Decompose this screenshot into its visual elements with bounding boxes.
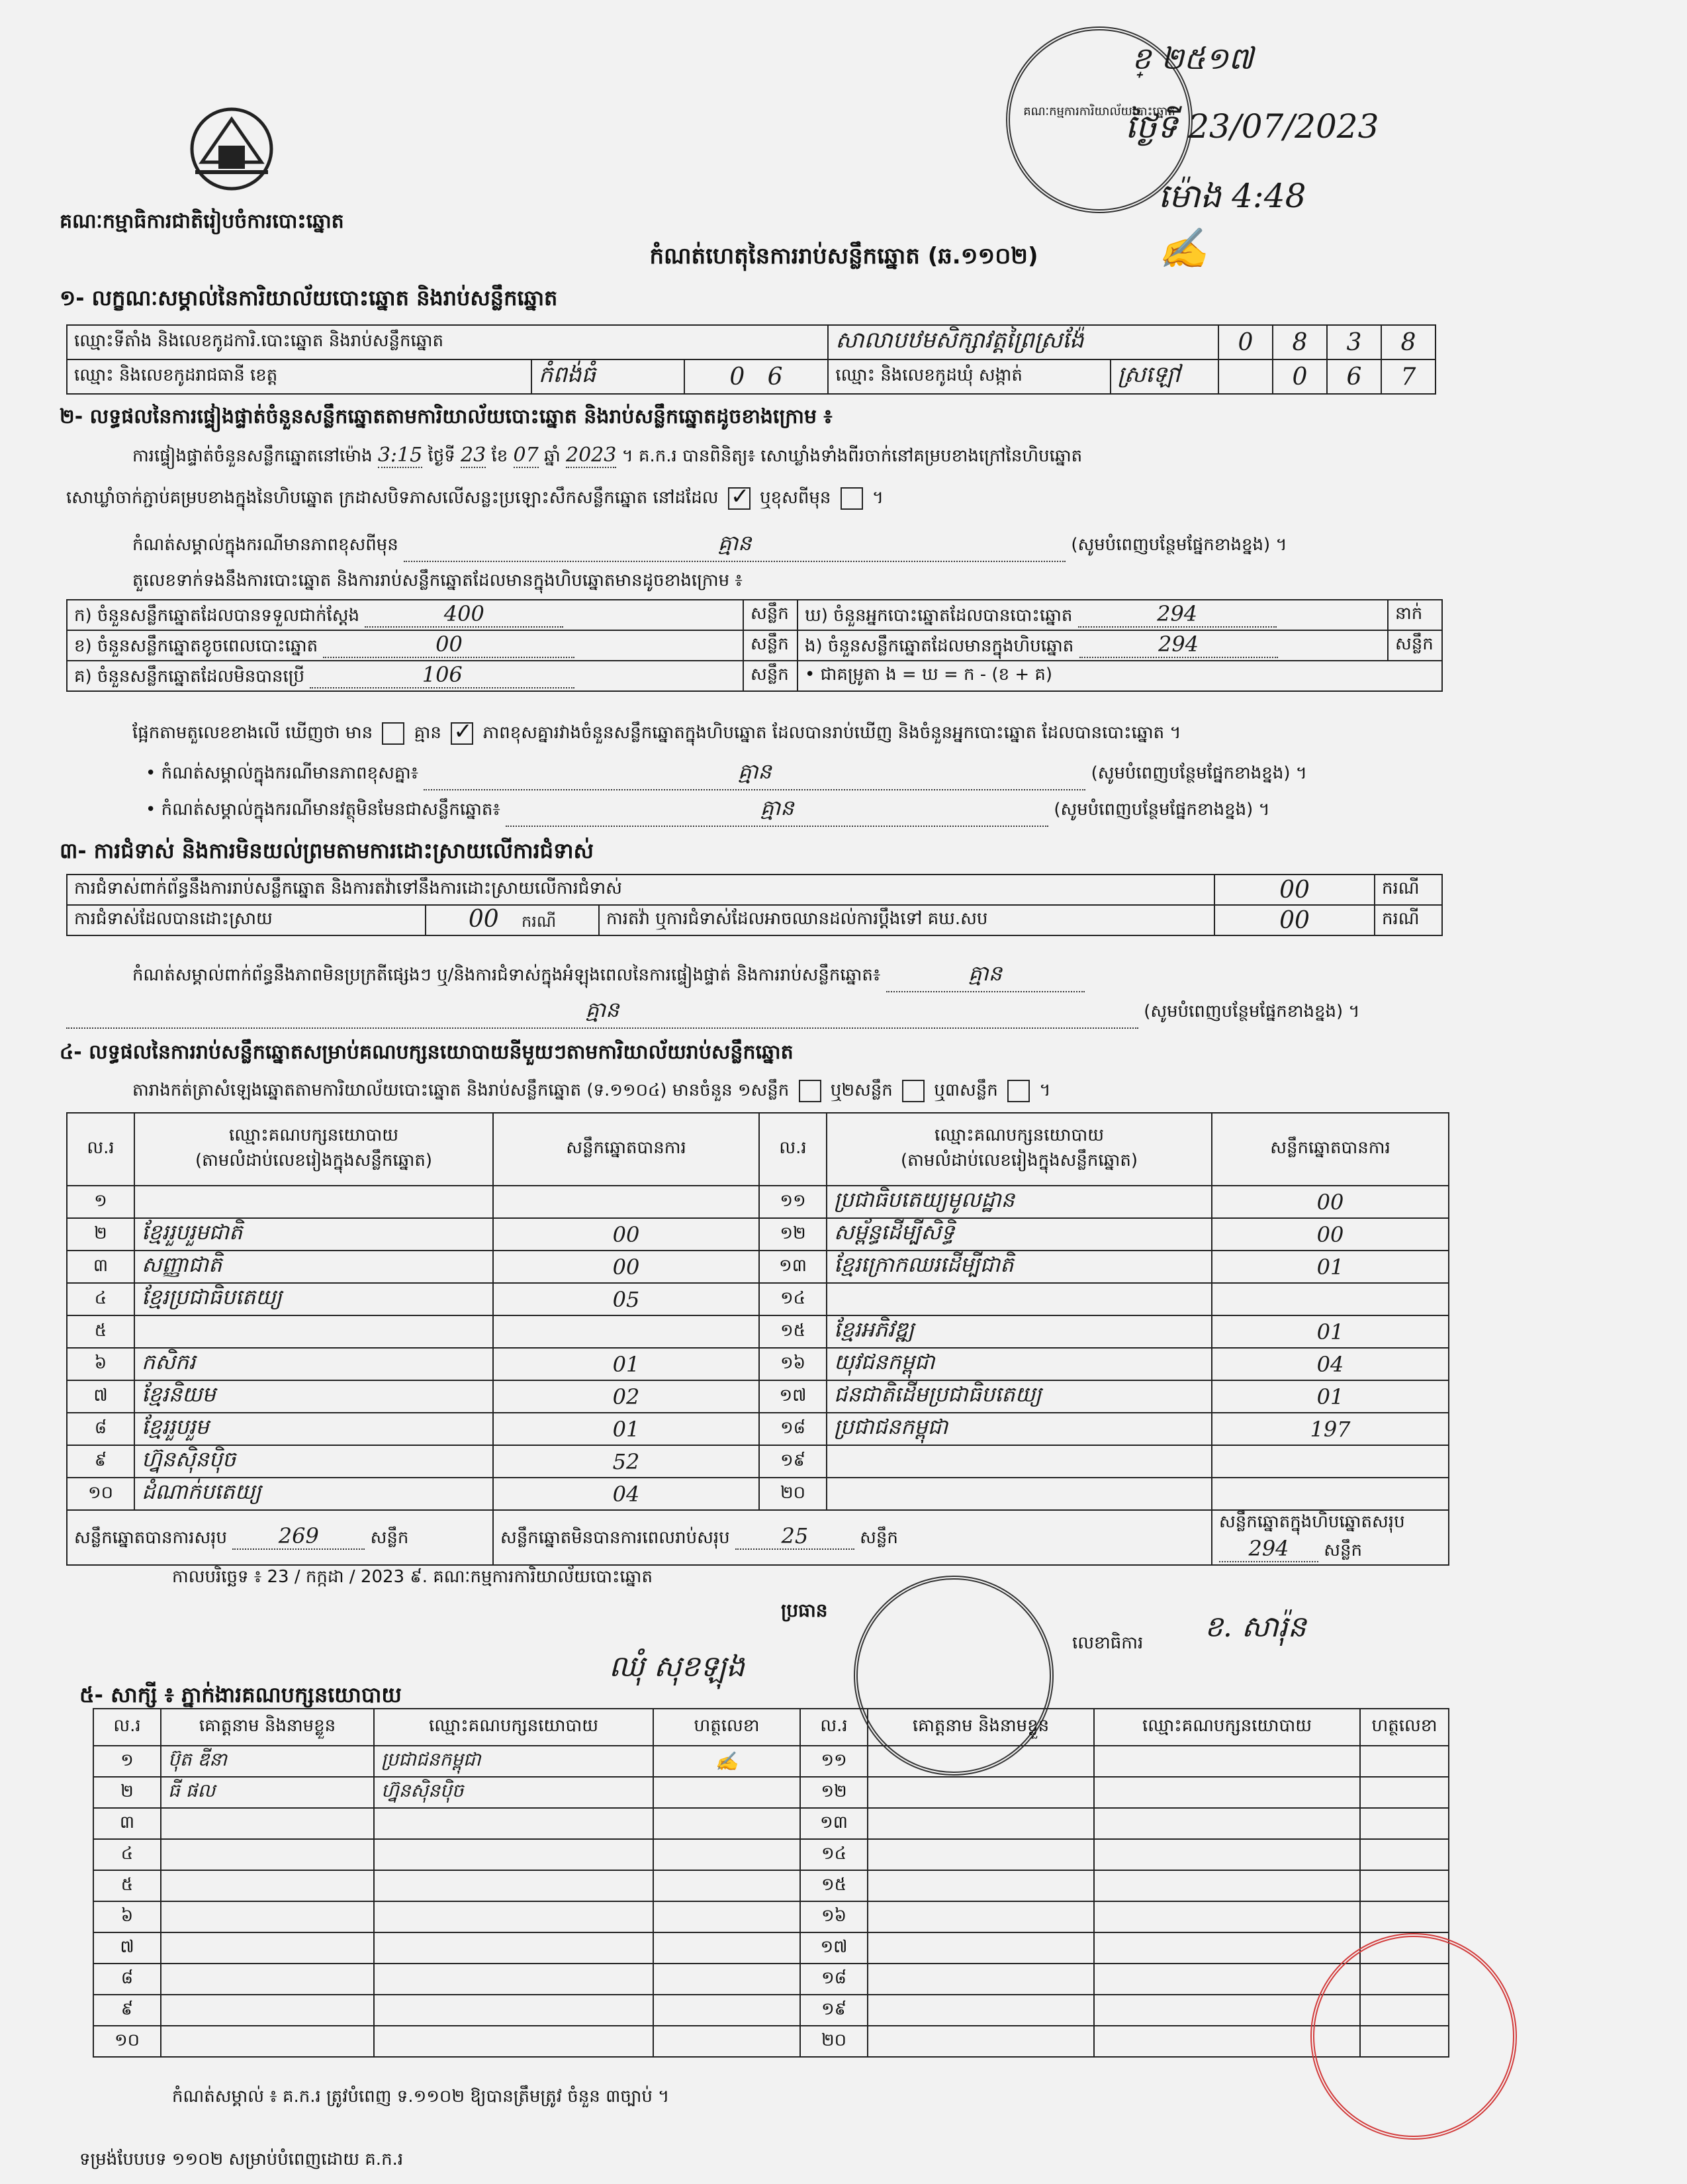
red-seal: [1310, 1933, 1517, 2140]
ballot-count-table: ក) ចំនួនសន្លឹកឆ្នោតដែលបានទទួលជាក់ស្តែង 400 សន្លឹក ឃ) ចំនួនអ្នកបោះឆ្នោតដែលបានបោះឆ្នោត 294 នាក់ ខ) ចំនួនសន្លឹកឆ្នោតខូចពេលបោះឆ្នោត 00 សន្លឹក ង) ចំនួនសន្លឹកឆ្នោតដែលមានក្នុងហិបឆ្នោត 294 សន្លឹក គ) ចំនួនសន្លឹកឆ្នោតដែលមិនបានប្រើ 106 សន្លឹក • ជាគម្រូតា ង = ឃ = ក - (ខ + គ): [66, 599, 1443, 692]
table-row: [67, 1348, 1449, 1380]
cell-no: ១១: [800, 1746, 868, 1777]
bullet-note-2: • កំណត់សម្គាល់ក្នុងករណីមានវត្ថុមិនមែនជាសន្លឹកឆ្នោត៖ គ្មាន (សូមបំពេញបន្ថែមផ្នែកខាងខ្នង) ។: [146, 794, 1270, 827]
section1-title: ១- លក្ខណៈសម្គាល់នៃការិយាល័យបោះឆ្នោត និងរាប់សន្លឹកឆ្នោត: [60, 285, 558, 310]
received-stamp-line1: ខ្ ២៥១៧: [1132, 40, 1254, 76]
cell-signature: [653, 1870, 800, 1901]
cell-votes: 02: [493, 1380, 759, 1413]
cell-no: ៧: [67, 1380, 134, 1413]
cell-no: ៣: [67, 1251, 134, 1283]
cell-party-name: ហ្វ៊ុនស៊ិនប៉ិច: [374, 1777, 653, 1808]
witness-table: ល.រ គោត្តនាម និងនាមខ្លួន ឈ្មោះគណបក្សនយោបាយ ហត្ថលេខា ល.រ គោត្តនាម និងនាមខ្លួន ឈ្មោះគណបក្សនយោបាយ ហត្ថលេខា ១ ប៊ុត ឌីនា ប្រជាជនកម្ពុជា ✍ ១១ ២ ធី ផល ហ្វ៊ុនស៊ិនប៉ិច ១២ ៣ ១៣ ៤ ១៤ ៥ ១៥ ៦ ១៦ ៧ ១៧ ៨ ១៨ ៩ ១៩ ១០ ២០: [93, 1708, 1449, 2058]
cell-signature: [1360, 1901, 1449, 1932]
cell-no: ១៦: [800, 1901, 868, 1932]
cell-signature: [653, 2026, 800, 2057]
cell-witness-name: [868, 2026, 1094, 2057]
table-row: [67, 1478, 1449, 1510]
table-row: [67, 1413, 1449, 1445]
cell-votes: 00: [1212, 1218, 1449, 1251]
cell-no: ១១: [759, 1186, 827, 1218]
cell-signature: [653, 1777, 800, 1808]
same-checkbox[interactable]: [728, 487, 751, 510]
cell-party-name: ខ្មែររួបរួម: [134, 1413, 493, 1445]
section2-intro: តួលេខទាក់ទងនឹងការបោះឆ្នោត និងការរាប់សន្លឹកឆ្នោតដែលមានក្នុងហិបឆ្នោតមានដូចខាងក្រោម ៖: [132, 571, 743, 591]
table-row: [67, 1445, 1449, 1478]
commune-label: ឈ្មោះ និងលេខកូដឃុំ សង្កាត់: [828, 359, 1110, 394]
cell-party-name: [1094, 1901, 1360, 1932]
cell-no: ១៧: [800, 1932, 868, 1964]
cell-no: ១៤: [759, 1283, 827, 1315]
cell-no: ១៩: [759, 1445, 827, 1478]
cell-no: ៦: [67, 1348, 134, 1380]
cell-witness-name: [868, 1746, 1094, 1777]
cell-votes: 52: [493, 1445, 759, 1478]
cell-votes: 00: [493, 1251, 759, 1283]
province-value: កំពង់ធំ: [531, 359, 684, 394]
chair-signature: ឈុំ សុខឡុង: [609, 1650, 745, 1684]
three-sheet-checkbox[interactable]: [1007, 1080, 1030, 1102]
section5-title: ៥- សាក្សី ៖ ភ្នាក់ងារគណបក្សនយោបាយ: [79, 1682, 402, 1707]
cell-no: ១: [67, 1186, 134, 1218]
cell-witness-name: [868, 1777, 1094, 1808]
two-sheet-checkbox[interactable]: [902, 1080, 925, 1102]
cell-party-name: ខ្មែរអភិវឌ្ឍ: [827, 1315, 1212, 1348]
cell-witness-name: [161, 1901, 374, 1932]
cell-votes: 01: [1212, 1251, 1449, 1283]
footnote: កំណត់សម្គាល់ ៖ គ.ក.រ ត្រូវបំពេញ ទ.១១០២ ឱ្យបានត្រឹមត្រូវ ចំនួន ៣ច្បាប់ ។: [172, 2087, 670, 2107]
cell-signature: [1360, 1746, 1449, 1777]
section2-note: កំណត់សម្គាល់ក្នុងករណីមានភាពខុសពីមុន គ្មាន (សូមបំពេញបន្ថែមផ្នែកខាងខ្នង) ។: [132, 530, 1430, 562]
cell-signature: ✍: [653, 1746, 800, 1777]
discrepancy-check-line: ផ្អែកតាមតួលេខខាងលើ ឃើញថា មាន គ្មាន ✓ ភាពខុសគ្នារវាងចំនួនសន្លឹកឆ្នោតក្នុងហិបឆ្នោត ដែលបានរាប់ឃើញ និងចំនួនអ្នកបោះឆ្នោត ដែលបានបោះឆ្នោត ។: [132, 722, 1181, 747]
cell-votes: 01: [1212, 1380, 1449, 1413]
cell-party-name: កសិករ: [134, 1348, 493, 1380]
section1-table: [66, 324, 1436, 395]
cell-witness-name: [868, 1839, 1094, 1870]
cell-witness-name: [161, 1964, 374, 1995]
cell-party-name: [134, 1315, 493, 1348]
station-value: សាលាបឋមសិក្សាវត្តព្រៃស្រង៉ែ: [828, 325, 1218, 359]
cell-no: ១៦: [759, 1348, 827, 1380]
has-discrepancy-checkbox[interactable]: [382, 722, 404, 745]
cell-party-name: [827, 1283, 1212, 1315]
cell-party-name: [1094, 1746, 1360, 1777]
cell-party-name: [374, 1995, 653, 2026]
cell-votes: 197: [1212, 1413, 1449, 1445]
no-discrepancy-checkbox[interactable]: [451, 722, 473, 745]
cell-no: ១០: [93, 2026, 161, 2057]
cell-witness-name: [161, 1995, 374, 2026]
cell-no: ៥: [93, 1870, 161, 1901]
cell-no: ២០: [759, 1478, 827, 1510]
received-stamp-line3: ម៉ោង 4:48: [1158, 177, 1306, 215]
cell-no: ៦: [93, 1901, 161, 1932]
cell-signature: [1360, 1777, 1449, 1808]
cell-party-name: យុវជនកម្ពុជា: [827, 1348, 1212, 1380]
cell-no: ១៨: [800, 1964, 868, 1995]
cell-no: ១៩: [800, 1995, 868, 2026]
nec-emblem: [182, 99, 281, 199]
cell-witness-name: ធី ផល: [161, 1777, 374, 1808]
table-row: [93, 1964, 1449, 1995]
cell-party-name: [1094, 1932, 1360, 1964]
chair-label: ប្រធាន: [781, 1599, 828, 1621]
cell-party-name: [374, 1870, 653, 1901]
cell-no: ៧: [93, 1932, 161, 1964]
table-row: [67, 1283, 1449, 1315]
cell-no: ៩: [67, 1445, 134, 1478]
cell-party-name: [374, 1839, 653, 1870]
table-row: [93, 1995, 1449, 2026]
cell-no: ២០: [800, 2026, 868, 2057]
cell-party-name: [374, 1901, 653, 1932]
section2-para2: សោឃ្លាំចាក់ភ្ជាប់គម្របខាងក្នុងនៃហិបឆ្នោត ក្រដាសបិទភាសលើសន្លះប្រឡោះសឹកសន្លឹកឆ្នោត នៅដដែល ✓ ឬខុសពីមុន ។: [66, 487, 884, 512]
received-seal: គណៈកម្មការការិយាល័យបោះឆ្នោត: [1006, 26, 1193, 213]
cell-votes: 01: [1212, 1315, 1449, 1348]
cell-party-name: [374, 2026, 653, 2057]
station-digit: 8: [1381, 325, 1436, 359]
cell-votes: 01: [493, 1413, 759, 1445]
table-row: [67, 1218, 1449, 1251]
cell-no: ១២: [800, 1777, 868, 1808]
cell-no: ១៣: [759, 1251, 827, 1283]
cell-party-name: [1094, 1964, 1360, 1995]
cell-party-name: ដំណាក់បតេយ្យ: [134, 1478, 493, 1510]
cell-no: ១៨: [759, 1413, 827, 1445]
cell-party-name: ប្រជាជនកម្ពុជា: [374, 1746, 653, 1777]
cell-witness-name: [161, 1839, 374, 1870]
cell-signature: [653, 1995, 800, 2026]
form-footer: ទម្រង់បែបបទ ១១០២ សម្រាប់បំពេញដោយ គ.ក.រ: [79, 2150, 404, 2169]
section2-para1: ការផ្ទៀងផ្ទាត់ចំនួនសន្លឹកឆ្នោតនៅម៉ោង 3:15 ថ្ងៃទី 23 ខែ 07 ឆ្នាំ 2023 ។ គ.ក.រ បានពិនិត្យ៖ សោឃ្លាំងទាំងពីរចាក់នៅគម្របខាងក្រៅនៃហិបឆ្នោត: [132, 444, 1083, 467]
cell-signature: [653, 1808, 800, 1839]
cell-party-name: ខ្មែរប្រជាធិបតេយ្យ: [134, 1283, 493, 1315]
table-row: [67, 1315, 1449, 1348]
cell-votes: 01: [493, 1348, 759, 1380]
section4-intro: តារាងកត់ត្រាសំឡេងឆ្នោតតាមការិយាល័យបោះឆ្នោត និងរាប់សន្លឹកឆ្នោត (ទ.១១០៤) មានចំនួន ១សន្លឹក ឬ២សន្លឹក ឬ៣សន្លឹក ។: [132, 1079, 1050, 1104]
cell-witness-name: [161, 1808, 374, 1839]
cell-no: ២: [93, 1777, 161, 1808]
table-row: [93, 1901, 1449, 1932]
cell-signature: [653, 1932, 800, 1964]
section2-title: ២- លទ្ធផលនៃការផ្ទៀងផ្ទាត់ចំនួនសន្លឹកឆ្នោតតាមការិយាល័យបោះឆ្នោត និងរាប់សន្លឹកឆ្នោតដូចខាងក្រោម ៖: [60, 405, 833, 428]
cell-party-name: ជនជាតិដើមប្រជាធិបតេយ្យ: [827, 1380, 1212, 1413]
cell-party-name: សម្ព័ន្ធដើម្បីសិទ្ធិ: [827, 1218, 1212, 1251]
cell-votes: 04: [493, 1478, 759, 1510]
cell-party-name: [1094, 1870, 1360, 1901]
table-row: [67, 1251, 1449, 1283]
province-label: ឈ្មោះ និងលេខកូដរាជធានី ខេត្ត: [67, 359, 531, 394]
cell-no: ៣: [93, 1808, 161, 1839]
cell-no: ៩: [93, 1995, 161, 2026]
agency-name: គណៈកម្មាធិការជាតិរៀបចំការបោះឆ្នោត: [60, 210, 344, 233]
cell-party-name: [374, 1964, 653, 1995]
cell-no: ១២: [759, 1218, 827, 1251]
cell-no: ១៣: [800, 1808, 868, 1839]
secretary-label: លេខាធិការ: [1072, 1633, 1144, 1653]
cell-no: ២: [67, 1218, 134, 1251]
table-row: [67, 1186, 1449, 1218]
cell-party-name: [1094, 1777, 1360, 1808]
cell-signature: [1360, 1839, 1449, 1870]
commune-digit: 0: [1273, 359, 1327, 394]
cell-no: ៤: [67, 1283, 134, 1315]
cell-no: ៨: [67, 1413, 134, 1445]
cell-witness-name: [161, 1932, 374, 1964]
secretary-signature: ខ.​ សារ៉ុន: [1205, 1610, 1306, 1644]
commune-digit: 6: [1327, 359, 1381, 394]
commune-value: ស្រឡៅ: [1111, 359, 1219, 394]
cell-party-name: [1094, 1839, 1360, 1870]
cell-no: ១: [93, 1746, 161, 1777]
cell-party-name: ហ្វ៊ុនស៊ិនប៉ិច: [134, 1445, 493, 1478]
cell-no: ១៧: [759, 1380, 827, 1413]
cell-votes: [493, 1315, 759, 1348]
section3-note-line2: គ្មាន (សូមបំពេញបន្ថែមផ្នែកខាងខ្នង) ។: [66, 996, 1360, 1029]
cell-witness-name: [868, 1932, 1094, 1964]
cell-witness-name: [868, 1964, 1094, 1995]
received-signature: ✍: [1158, 226, 1208, 272]
cell-no: ១៥: [800, 1870, 868, 1901]
table-row: [93, 1839, 1449, 1870]
cell-no: ៥: [67, 1315, 134, 1348]
cell-witness-name: [161, 2026, 374, 2057]
cell-witness-name: [161, 1870, 374, 1901]
table-row: [67, 1380, 1449, 1413]
cell-votes: 00: [493, 1218, 759, 1251]
cell-no: ១៥: [759, 1315, 827, 1348]
cell-party-name: [374, 1808, 653, 1839]
section4-title: ៤- លទ្ធផលនៃការរាប់សន្លឹកឆ្នោតសម្រាប់គណបក្សនយោបាយនីមួយៗតាមការិយាល័យរាប់សន្លឹកឆ្នោត: [60, 1041, 794, 1064]
station-label: ឈ្មោះទីតាំង និងលេខកូដការិ.បោះឆ្នោត និងរាប់សន្លឹកឆ្នោត: [67, 325, 828, 359]
cell-signature: [1360, 1808, 1449, 1839]
row-label: ក) ចំនួនសន្លឹកឆ្នោតដែលបានទទួលជាក់ស្តែង 400: [67, 600, 743, 630]
station-digit: 3: [1327, 325, 1381, 359]
table-row: [93, 1777, 1449, 1808]
cell-signature: [1360, 1870, 1449, 1901]
cell-votes: 04: [1212, 1348, 1449, 1380]
cell-signature: [653, 1901, 800, 1932]
cell-witness-name: [868, 1995, 1094, 2026]
province-digits: 0 6: [684, 359, 829, 394]
party-results-table: ល.រ ឈ្មោះគណបក្សនយោបាយ (តាមលំដាប់លេខរៀងក្នុងសន្លឹកឆ្នោត) សន្លឹកឆ្នោតបានការ ល.រ ឈ្មោះគណបក្សនយោបាយ (តាមលំដាប់លេខរៀងក្នុងសន្លឹកឆ្នោត) សន្លឹកឆ្នោតបានការ ១ ១១ ប្រជាធិបតេយ្យមូលដ្ឋាន 00 ២ ខ្មែររួបរួមជាតិ 00 ១២ សម្ព័ន្ធដើម្បីសិទ្ធិ 00 ៣ សញ្ញាជាតិ 00 ១៣ ខ្មែរក្រោកឈរដើម្បីជាតិ 01 ៤ ខ្មែរប្រជាធិបតេយ្យ 05 ១៤ ៥ ១៥ ខ្មែរអភិវឌ្ឍ 01 ៦ កសិករ 01 ១៦ យុវជនកម្ពុជា 04 ៧ ខ្មែរនិយម 02 ១៧ ជនជាតិដើមប្រជាធិបតេយ្យ 01 ៨ ខ្មែររួបរួម 01 ១៨ ប្រជាជនកម្ពុជា 197 ៩ ហ្វ៊ុនស៊ិនប៉ិច 52 ១៩ ១០ ដំណាក់បតេយ្យ 04 ២០ សន្លឹកឆ្នោតបានការសរុប 269 សន្លឹក សន្លឹកឆ្នោតមិនបានការពេលរាប់សរុប 25 សន្លឹក សន្លឹកឆ្នោតក្នុងហិបឆ្នោតសរុប 294 សន្លឹក: [66, 1112, 1449, 1566]
cell-witness-name: [868, 1870, 1094, 1901]
cell-witness-name: ប៊ុត ឌីនា: [161, 1746, 374, 1777]
cell-witness-name: [868, 1901, 1094, 1932]
cell-no: ៤: [93, 1839, 161, 1870]
cell-signature: [653, 1964, 800, 1995]
objection-table: ការជំទាស់ពាក់ព័ន្ធនឹងការរាប់សន្លឹកឆ្នោត និងការតវ៉ាទៅនឹងការដោះស្រាយលើការជំទាស់ 00 ករណី ការជំទាស់ដែលបានដោះស្រាយ 00 ករណី ការតវ៉ា ឬការជំទាស់ដែលអាចឈានដល់ការប្តឹងទៅ គឃ.សប 00 ករណី: [66, 874, 1443, 936]
table-row: [93, 1746, 1449, 1777]
one-sheet-checkbox[interactable]: [799, 1080, 821, 1102]
different-checkbox[interactable]: [841, 487, 863, 510]
table-row: [93, 1870, 1449, 1901]
form-title: កំណត់ហេតុនៃការរាប់សន្លឹកឆ្នោត (ឆ.១១០២): [649, 243, 1038, 269]
cell-votes: [1212, 1478, 1449, 1510]
table-row: [93, 1808, 1449, 1839]
station-digit: 8: [1273, 325, 1327, 359]
section3-note: កំណត់សម្គាល់ពាក់ព័ន្ធនឹងភាពមិនប្រក្រតីផ្សេងៗ ឬ/និងការជំទាស់ក្នុងអំឡុងពេលនៃការផ្ទៀងផ្ទាត់ និងការរាប់សន្លឹកឆ្នោត៖ គ្មាន: [132, 960, 1085, 992]
bullet-note-1: • កំណត់សម្គាល់ក្នុងករណីមានភាពខុសគ្នា៖ គ្មាន (សូមបំពេញបន្ថែមផ្នែកខាងខ្នង) ។: [146, 758, 1307, 790]
cell-party-name: [374, 1932, 653, 1964]
date-line: កាលបរិច្ឆេទ ៖ 23 / កក្កដា / 2023 ៩. គណៈកម្មការការិយាល័យបោះឆ្នោត: [172, 1567, 653, 1587]
received-stamp-line2: ថ្ងៃទី 23/07/2023: [1125, 107, 1379, 146]
cell-party-name: [1094, 1808, 1360, 1839]
commune-digit: 7: [1381, 359, 1436, 394]
cell-party-name: ប្រជាធិបតេយ្យមូលដ្ឋាន: [827, 1186, 1212, 1218]
cell-party-name: ខ្មែរក្រោកឈរដើម្បីជាតិ: [827, 1251, 1212, 1283]
cell-votes: 05: [493, 1283, 759, 1315]
cell-votes: 00: [1212, 1186, 1449, 1218]
cell-votes: [493, 1186, 759, 1218]
table-row: [93, 1932, 1449, 1964]
cell-signature: [653, 1839, 800, 1870]
cell-no: ៨: [93, 1964, 161, 1995]
section3-title: ៣- ការជំទាស់ និងការមិនយល់ព្រមតាមការដោះស្រាយលើការជំទាស់: [60, 838, 594, 863]
cell-party-name: ប្រជាជនកម្ពុជា: [827, 1413, 1212, 1445]
cell-votes: [1212, 1445, 1449, 1478]
cell-no: ១៤: [800, 1839, 868, 1870]
cell-party-name: ខ្មែរនិយម: [134, 1380, 493, 1413]
cell-party-name: ខ្មែររួបរួមជាតិ: [134, 1218, 493, 1251]
station-digit: 0: [1218, 325, 1273, 359]
cell-votes: [1212, 1283, 1449, 1315]
cell-witness-name: [868, 1808, 1094, 1839]
cell-party-name: [827, 1445, 1212, 1478]
table-row: [93, 2026, 1449, 2057]
cell-no: ១០: [67, 1478, 134, 1510]
cell-party-name: [134, 1186, 493, 1218]
cell-party-name: [827, 1478, 1212, 1510]
cell-party-name: សញ្ញាជាតិ: [134, 1251, 493, 1283]
